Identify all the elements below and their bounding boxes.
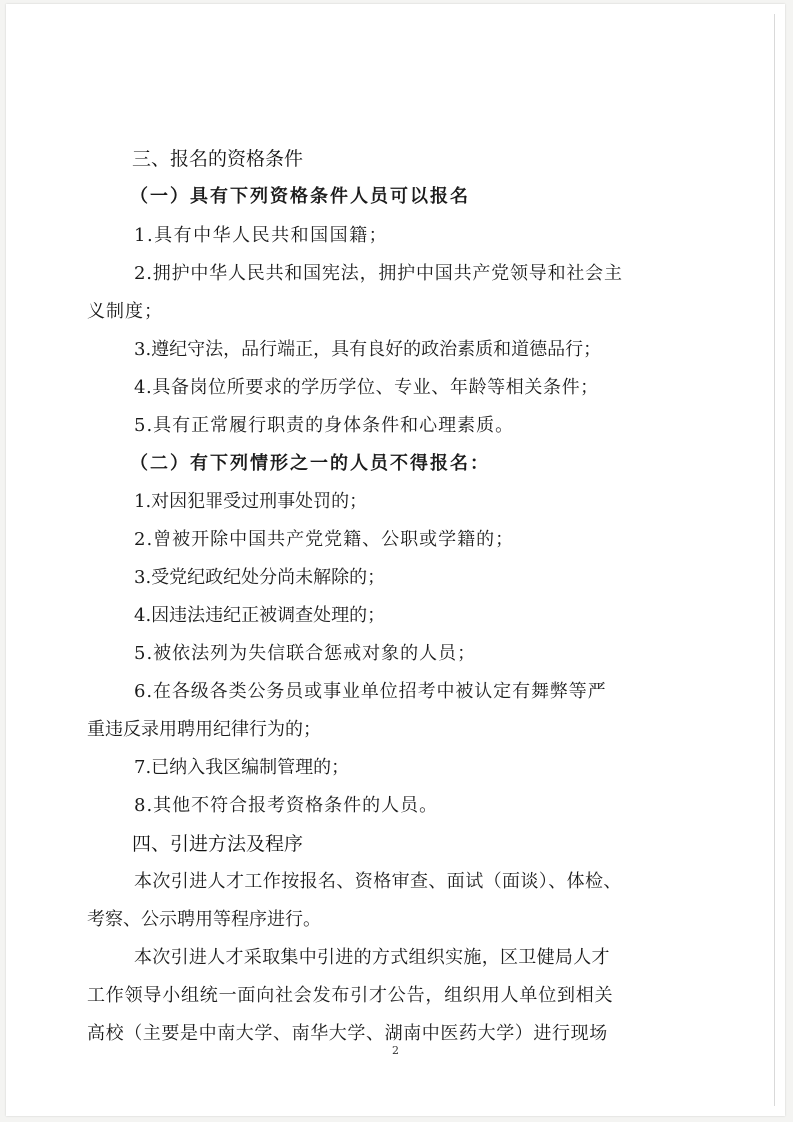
paragraph-line: 义制度； bbox=[87, 301, 163, 322]
paragraph-line: 5.具有正常履行职责的身体条件和心理素质。 bbox=[134, 415, 515, 436]
paragraph-line: 1.具有中华人民共和国国籍； bbox=[134, 225, 389, 246]
paragraph-line: 考察、公示聘用等程序进行。 bbox=[87, 909, 321, 930]
document-page bbox=[6, 4, 785, 1116]
paragraph-line: 2.曾被开除中国共产党党籍、公职或学籍的； bbox=[134, 529, 515, 550]
paragraph-line: 8.其他不符合报考资格条件的人员。 bbox=[134, 795, 439, 816]
heading-subsection-1: （一）具有下列资格条件人员可以报名 bbox=[130, 186, 470, 207]
paragraph-line: 4.因违法违纪正被调查处理的； bbox=[134, 605, 386, 626]
paragraph-line: 6.在各级各类公务员或事业单位招考中被认定有舞弊等严 bbox=[134, 681, 607, 702]
paragraph-line: 4.具备岗位所要求的学历学位、专业、年龄等相关条件； bbox=[134, 377, 599, 398]
heading-section-4: 四、引进方法及程序 bbox=[132, 833, 304, 855]
paragraph-line: 3.受党纪政纪处分尚未解除的； bbox=[134, 567, 386, 588]
paragraph-line: 本次引进人才采取集中引进的方式组织实施，区卫健局人才 bbox=[134, 947, 610, 968]
heading-section-3: 三、报名的资格条件 bbox=[132, 148, 304, 170]
paragraph-line: 7.已纳入我区编制管理的； bbox=[134, 757, 350, 778]
page-number: 2 bbox=[392, 1044, 399, 1057]
heading-subsection-2: （二）有下列情形之一的人员不得报名： bbox=[130, 453, 490, 474]
paragraph-line: 5.被依法列为失信联合惩戒对象的人员； bbox=[134, 643, 477, 664]
paragraph-line: 1.对因犯罪受过刑事处罚的； bbox=[134, 491, 368, 512]
paragraph-line: 工作领导小组统一面向社会发布引才公告，组织用人单位到相关 bbox=[87, 985, 614, 1006]
paragraph-line: 2.拥护中华人民共和国宪法，拥护中国共产党领导和社会主 bbox=[134, 263, 623, 284]
paragraph-line: 高校（主要是中南大学、南华大学、湖南中医药大学）进行现场 bbox=[87, 1023, 608, 1044]
paragraph-line: 重违反录用聘用纪律行为的； bbox=[87, 719, 321, 740]
paragraph-line: 本次引进人才工作按报名、资格审查、面试（面谈）、体检、 bbox=[134, 871, 622, 892]
page-edge-line bbox=[774, 14, 775, 1106]
paragraph-line: 3.遵纪守法，品行端正，具有良好的政治素质和道德品行； bbox=[134, 339, 602, 360]
